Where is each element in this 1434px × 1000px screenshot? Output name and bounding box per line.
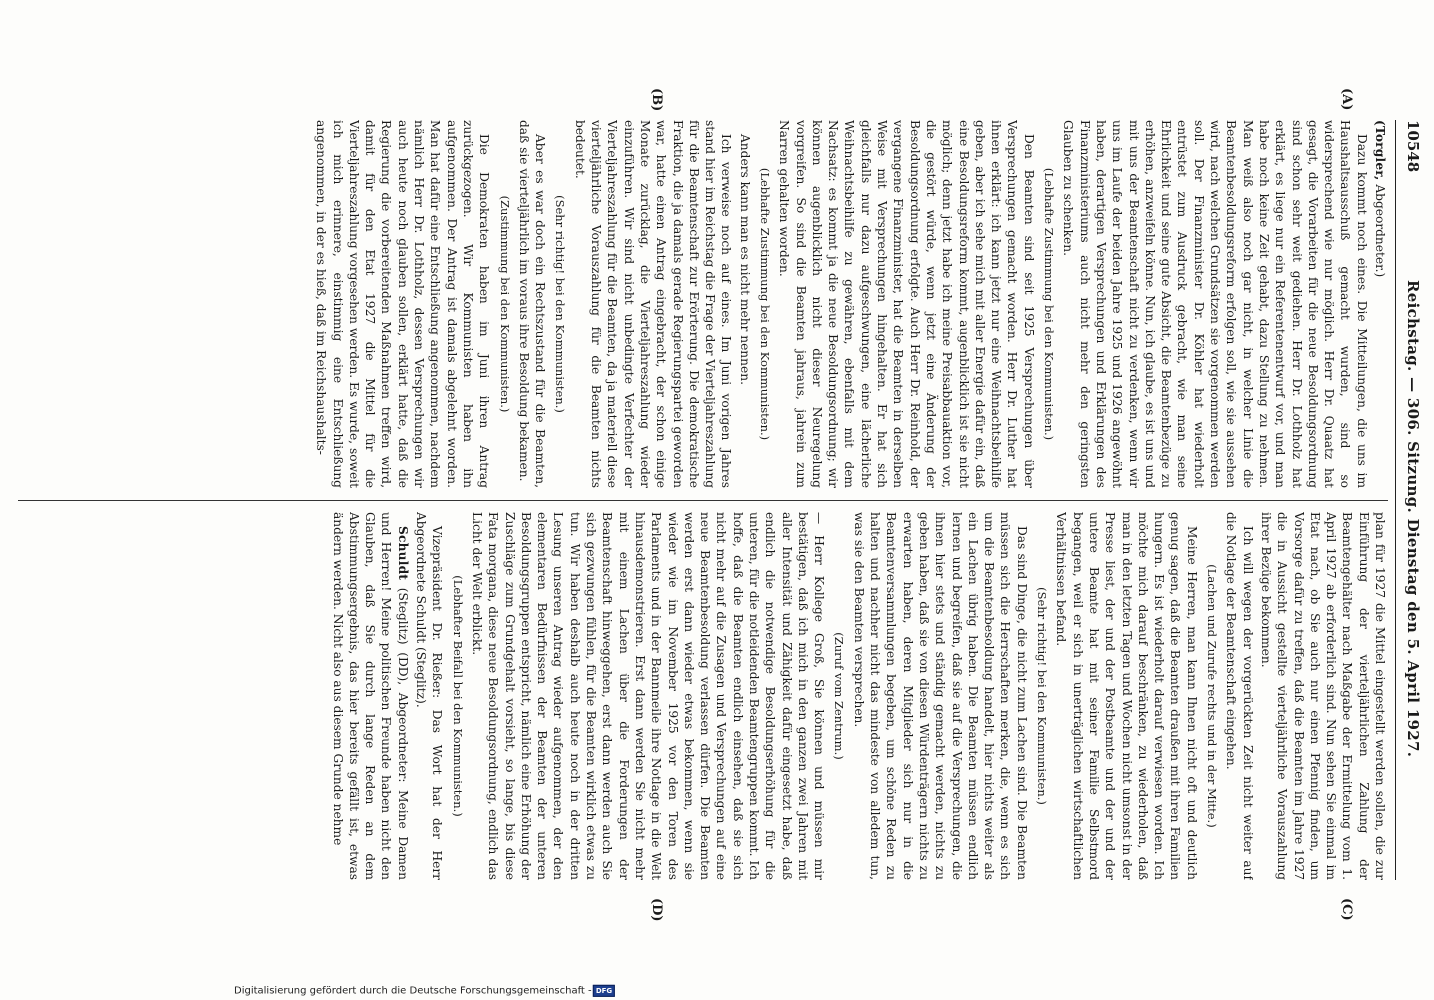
reaction: (Sehr richtig! bei den Kommunisten.) (1035, 587, 1050, 805)
paragraph: Die Demokraten haben im Juni ihren Antrag zurückgezogen. Wir Kommunisten haben ihn aufgenommen. Der Antrag ist damals abgelehnt worden. Man hat dafür eine Entschließung angenommen, nachdem nämlich Herr Dr. Lothholz, dessen Versprechungen wir auch heute noch glauben sollen, erklärt hatte, daß die Regierung die vorbereitenden Maßnahmen treffen wird, damit für den Etat 1927 die Mittel für die Vierteljahreszahlung vorgesehen werden. Es wurde, soweit ich mich erinnere, einstimmig eine Entschließung angenommen, in der es hieß, daß im Reichshaushalts- (314, 120, 492, 488)
reaction: (Sehr richtig! bei den Kommunisten.) (553, 195, 568, 413)
digitization-text: Digitalisierung gefördert durch die Deutsche Forschungsgemeinschaft - (234, 985, 592, 997)
paragraph: — Herr Kollege Groß, Sie können und müssen mir bestätigen, daß ich mich in den ganzen zwei Jahren mit aller Intensität und Zähigkeit dafür eingesetzt habe, daß endlich die notwendige Besoldungserhöhung für die unteren, für die notleidenden Beamtengruppen kommt. Ich hoffe, daß die Beamten endlich einsehen, daß sie sich nicht mehr auf die Zusagen und Versprechungen auf eine neue Beamtenbesoldung verlassen dürfen. Die Beamten werden erst dann wieder etwas bekommen, wenn sie wieder wie im November 1925 vor den Toren des Parlaments und in der Bannmeile ihre Notlage in die Welt hinausdemonstrieren. Erst dann werden Sie nicht mehr mit einem Lachen über die Forderungen der Beamtenschaft hinweggehen, erst dann werden auch Sie sich gezwungen fühlen, für die Beamten wirklich etwas zu tun. Wir haben deshalb auch heute noch in der dritten Lesung unseren Antrag wieder aufgenommen, der den elementaren Bedürfnissen der Beamten der unteren Besoldungsgruppen entspricht, nämlich eine Erhöhung der Zuschläge zum Grundgehalt vorsieht, so lange, bis diese Fata morgana, diese neue Besoldungsordnung, endlich das Licht der Welt erblickt. (469, 512, 827, 880)
running-title: Reichstag. — 306. Sitzung. Dienstag den 5. April 1927. (1404, 280, 1422, 758)
right-column (18, 512, 1388, 880)
speaker-role: Abgeordneter.) (1373, 184, 1387, 278)
speaker-text: (Steglitz) (DD), Abgeordneter: Meine Damen und Herren! Meine politischen Freunde haben nicht den Glauben, daß Sie durch lange Reden an dem Abstimmungsergebnis, das hier bereits gefällt ist, etwas ändern werden. Nicht also aus diesem Grunde nehme (330, 512, 410, 880)
dfg-logo-icon: DFG (592, 985, 614, 997)
header-rule (1395, 120, 1396, 880)
paragraph: Dazu kommt noch eines. Die Mitteilungen, die uns im Haushaltsausschuß gemacht wurden, sind so widersprechend wie nur möglich. Herr Dr. Quaatz hat gesagt, die Vorarbeiten für die neue Besoldungsordnung sind schon sehr weit gediehen. Herr Dr. Lothholz hat erklärt, es liege nur ein Referentenentwurf vor, und man habe noch keine Zeit gehabt, dazu Stellung zu nehmen. Man weiß also noch gar nicht, in welcher Linie die Beamtenbesoldungsreform erfolgen soll, wie sie aussehen wird, nach welchen Grundsätzen sie vorgenommen werden soll. Der Finanzminister Dr. Köhler hat wiederholt entrüstet zum Ausdruck gebracht, wie man seine Ehrlichkeit und seine gute Absicht, die Beamtenbezüge zu erhöhen, anzweifeln könne. Nun, ich glaube, es ist uns und mit uns der Beamtenschaft nicht zu verdenken, wenn wir uns im Laufe der beiden Jahre 1925 und 1926 angewöhnt haben, derartigen Versprechungen und Erklärungen des Finanzministeriums auch nicht mehr den geringsten Glauben zu schenken. (1061, 120, 1369, 488)
page-header (1396, 120, 1424, 880)
column-divider (18, 500, 1388, 501)
paragraph: Meine Herren, man kann Ihnen nicht oft und deutlich genug sagen, daß die Beamten draußen mit ihren Familien hungern. Es ist wiederholt darauf verwiesen worden. Ich möchte mich darauf beschränken, zu wiederholen, daß man in den letzten Tagen und Wochen nicht umsonst in der Presse liest, der und der Postbeamte und der und der untere Beamte hat mit seiner Familie Selbstmord begangen, weil er sich in unerträglichen wirtschaftlichen Verhältnissen befand. (1054, 512, 1199, 880)
paragraph: Den Beamten sind seit 1925 Versprechungen über Versprechungen gemacht worden. Herr Dr. Luther hat ihnen erklärt: ich kann jetzt nur eine Weihnachtsbeihilfe geben, aber ich sehe mich mit aller Energie dafür ein, daß eine Besoldungsreform kommt, augenblicklich ist sie nicht möglich; denn jetzt habe ich meine Preisabbauaktion vor, die gestört würde, wenn jetzt eine Änderung der Besoldungsordnung erfolgte. Auch Herr Dr. Reinhold, der vergangene Finanzminister, hat die Beamten in derselben Weise mit Versprechungen hingehalten. Er hat sich gleichfalls nur dazu aufgeschwungen, eine lächerliche Weihnachtsbeihilfe zu gewähren, ebenfalls mit dem Nachsatz: es kommt ja die neue Besoldungsordnung; wir können augenblicklich nicht dieser Neuregelung vorgreifen. So sind die Beamten jahraus, jahrein zum Narren gehalten worden. (777, 120, 1036, 488)
paragraph: Ich verweise noch auf eines. Im Juni vorigen Jahres stand hier im Reichstag die Frage der Vierteljahreszahlung für die Beamtenschaft zur Erörterung. Die demokratische Fraktion, die ja damals gerade Regierungspartei geworden war, hatte einen Antrag eingebracht, der schon einige Monate zurücklag, die Vierteljahreszahlung wieder einzuführen. Wir sind nicht unbedingte Verfechter der Vierteljahreszahlung für die Beamten, da ja materiell diese vierteljährliche Vorauszahlung für die Beamten nichts bedeutet. (572, 120, 734, 488)
reaction: (Zuruf vom Zentrum.) (832, 632, 847, 760)
marker-b: (B) (649, 88, 664, 112)
paragraph: Anders kann man es nicht mehr nennen. (737, 134, 752, 385)
paragraph: Aber es war doch ein Rechtszustand für die Beamten, daß sie vierteljährlich im voraus ihre Besoldung bekamen. (516, 120, 548, 488)
speaker-name: (Torgler, (1373, 120, 1387, 181)
page-number: 10548 (1404, 120, 1422, 173)
marker-d: (D) (649, 898, 664, 922)
paragraph (1372, 120, 1388, 488)
speaker-name: Schuldt (395, 526, 410, 581)
left-column (18, 120, 1388, 488)
reaction: (Zustimmung bei den Kommunisten.) (497, 195, 512, 413)
paragraph: Ich will wegen der vorgerückten Zeit nicht weiter auf die Notlage der Beamtenschaft eingehen. (1224, 512, 1255, 880)
marker-c: (C) (1339, 898, 1354, 921)
reaction: (Lebhafte Zustimmung bei den Kommunisten.) (758, 167, 773, 441)
paragraph: plan für 1927 die Mittel eingestellt werden sollen, die zur Einführung der vierteljährlichen Zahlung der Beamtengehälter nach Maßgabe der Ermittelung vom 1. April 1927 ab erforderlich sind. Nun sehen Sie einmal im Etat nach, ob Sie auch nur einen Pfennig finden, um Vorsorge dafür zu treffen, daß die Beamten im Jahre 1927 die in Aussicht gestellte vierteljährliche Vorauszahlung ihrer Bezüge bekommen. (1258, 512, 1387, 880)
marker-a: (A) (1339, 88, 1354, 111)
paragraph (329, 512, 410, 880)
reaction: (Lebhafte Zustimmung bei den Kommunisten.) (1042, 167, 1057, 441)
paragraph: Vizepräsident Dr. Rießer: Das Wort hat der Herr Abgeordnete Schuldt (Steglitz). (414, 512, 445, 880)
reaction: (Lachen und Zurufe rechts und in der Mitte.) (1205, 564, 1220, 828)
digitization-note (234, 984, 1134, 998)
reaction: (Lebhafter Beifall bei den Kommunisten.) (450, 575, 465, 817)
paragraph: Das sind Dinge, die nicht zum Lachen sind. Die Beamten müssen sich die Herrschaften merken, die, wenn es sich um die Beamtenbesoldung handelt, hier nichts weiter als ein Lachen übrig haben. Die Beamten müssen endlich lernen und begreifen, daß sie auf die Versprechungen, die ihnen hier stets und ständig gemacht werden, nichts zu geben haben, daß sie von diesen Würdenträgern nichts zu erwarten haben, deren Mitglieder sich nur in die Beamtenversammlungen begeben, um schöne Reden zu halten und nachher nicht das mindeste von alledem tun, was sie den Beamten versprechen. (851, 512, 1029, 880)
